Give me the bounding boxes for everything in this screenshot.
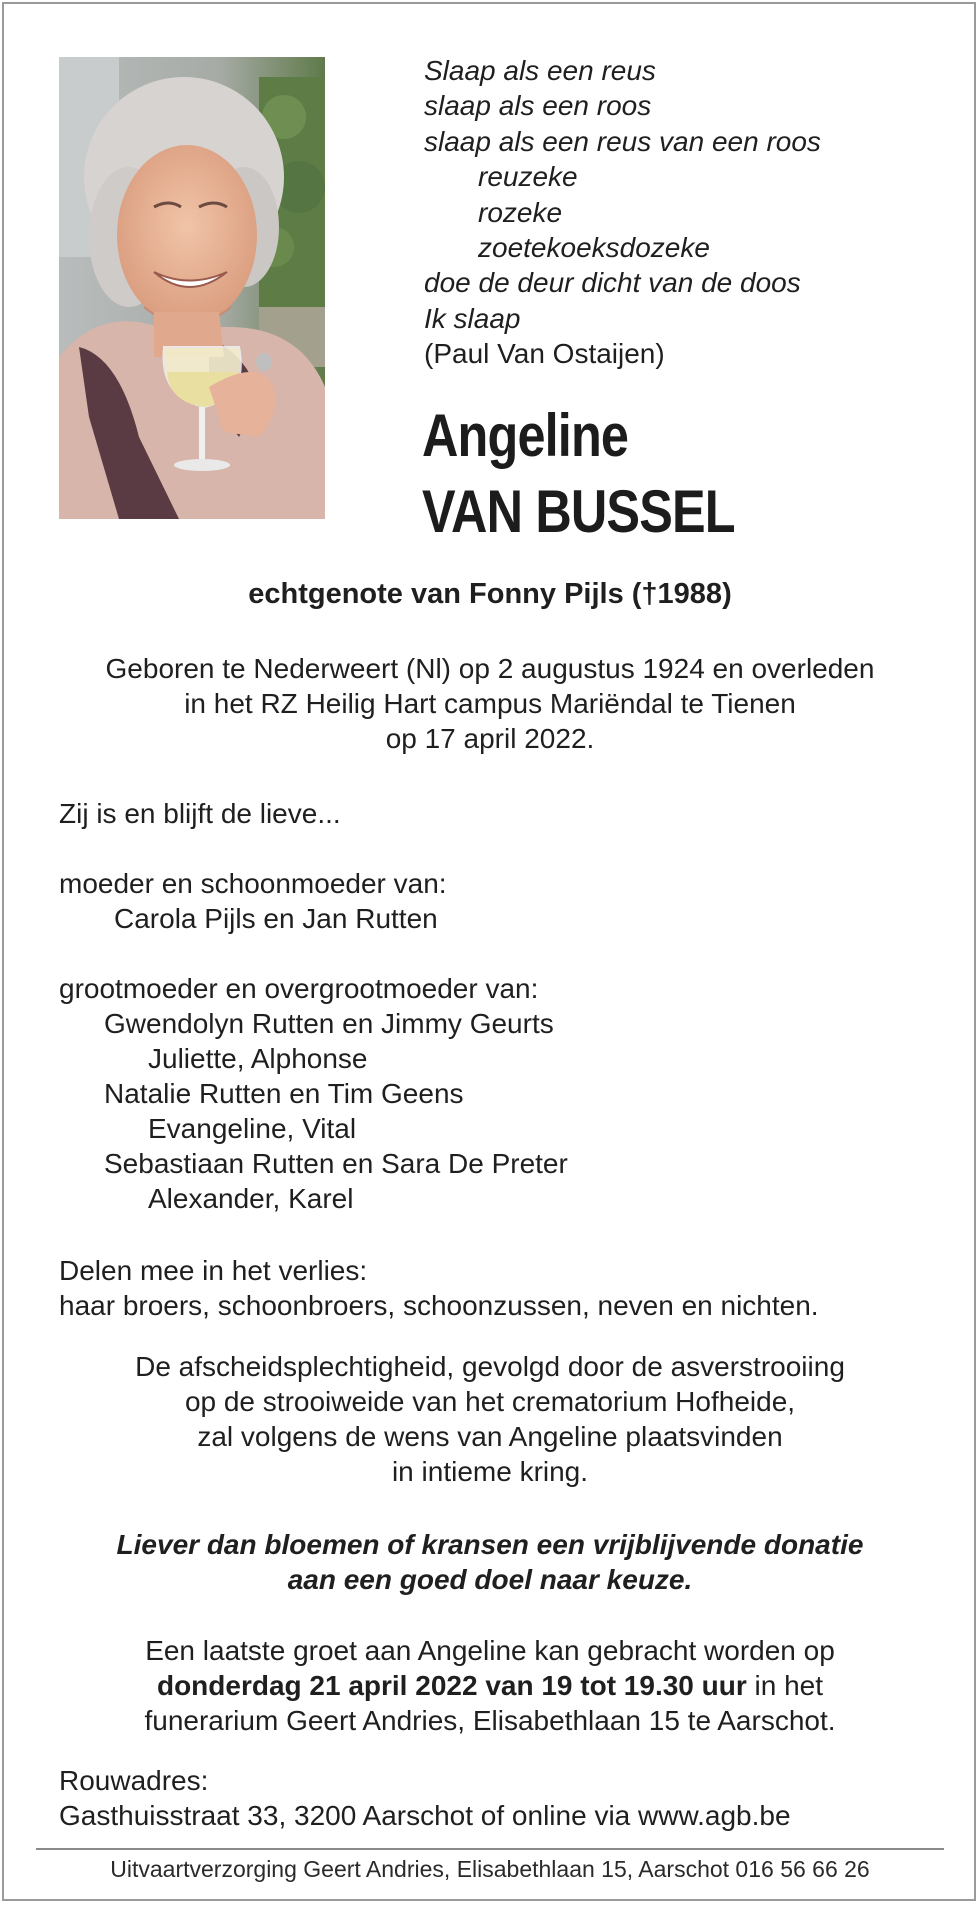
address-text: Gasthuisstraat 33, 3200 Aarschot of online via www.agb.be — [59, 1800, 791, 1831]
first-name: Angeline — [422, 402, 629, 469]
mother-of-names: Carola Pijls en Jan Rutten — [114, 903, 438, 934]
portrait-photo — [59, 57, 325, 519]
family-children: Juliette, Alphonse — [148, 1043, 368, 1074]
share-loss-heading: Delen mee in het verlies: — [59, 1255, 368, 1286]
poem-line: slaap als een roos — [424, 90, 652, 122]
address-heading: Rouwadres: — [59, 1765, 209, 1796]
birth-death-line: in het RZ Heilig Hart campus Mariëndal te Tienen — [184, 688, 796, 719]
family-parents: Natalie Rutten en Tim Geens — [104, 1078, 464, 1109]
poem-line: zoetekoeksdozeke — [478, 232, 710, 264]
poem-line: reuzeke — [478, 161, 578, 193]
portrait-image — [59, 57, 325, 519]
footer-funeral-home: Uitvaartverzorging Geert Andries, Elisabethlaan 15, Aarschot 016 56 66 26 — [110, 1856, 870, 1882]
farewell-info — [0, 1633, 980, 1738]
ceremony-line: in intieme kring. — [391, 1456, 589, 1487]
donation-request — [0, 1527, 980, 1597]
grandmother-of-section — [59, 971, 568, 1216]
ceremony-line: zal volgens de wens van Angeline plaatsvinden — [197, 1421, 783, 1452]
donation-line: aan een goed doel naar keuze. — [287, 1564, 693, 1595]
poem-line: Slaap als een reus — [424, 55, 656, 86]
footer-divider — [36, 1848, 944, 1850]
poem-line: slaap als een reus van een roos — [424, 125, 821, 157]
family-parents: Sebastiaan Rutten en Sara De Preter — [104, 1148, 568, 1179]
family-children: Evangeline, Vital — [148, 1113, 357, 1144]
birth-death-line: Geboren te Nederweert (Nl) op 2 augustus 1924 en overleden — [105, 653, 875, 684]
donation-line: Liever dan bloemen of kransen een vrijblijvende donatie — [116, 1529, 864, 1560]
grandmother-of-heading: grootmoeder en overgrootmoeder van: — [59, 973, 539, 1004]
poem-attribution: (Paul Van Ostaijen) — [424, 338, 665, 370]
birth-death-line: op 17 april 2022. — [385, 723, 595, 754]
farewell-line: funerarium Geert Andries, Elisabethlaan 15 te Aarschot. — [144, 1705, 836, 1736]
family-children: Alexander, Karel — [148, 1183, 354, 1214]
mother-of-section — [59, 866, 447, 936]
ceremony-line: op de strooiweide van het crematorium Hofheide, — [184, 1386, 796, 1417]
deceased-name — [422, 398, 735, 550]
ceremony-line: De afscheidsplechtigheid, gevolgd door de asverstrooiing — [135, 1351, 845, 1382]
farewell-line-rest: in het — [746, 1670, 824, 1701]
poem-line: Ik slaap — [424, 302, 521, 334]
share-loss-text: haar broers, schoonbroers, schoonzussen, neven en nichten. — [59, 1290, 819, 1321]
poem — [424, 53, 821, 372]
mother-of-heading: moeder en schoonmoeder van: — [59, 868, 447, 899]
address-section — [59, 1763, 791, 1833]
birth-death-info — [0, 651, 980, 756]
share-loss-section — [59, 1253, 819, 1323]
spouse-line: echtgenote van Fonny Pijls (†1988) — [248, 578, 732, 610]
poem-line: rozeke — [478, 196, 563, 228]
ceremony-info — [0, 1349, 980, 1489]
family-parents: Gwendolyn Rutten en Jimmy Geurts — [104, 1008, 554, 1039]
farewell-date: donderdag 21 april 2022 van 19 tot 19.30 uur — [156, 1670, 747, 1701]
intro-line: Zij is en blijft de lieve... — [59, 798, 341, 829]
poem-line: doe de deur dicht van de doos — [424, 267, 801, 299]
last-name: VAN BUSSEL — [422, 478, 735, 545]
farewell-line — [0, 1668, 980, 1703]
farewell-line: Een laatste groet aan Angeline kan gebracht worden op — [145, 1635, 835, 1666]
